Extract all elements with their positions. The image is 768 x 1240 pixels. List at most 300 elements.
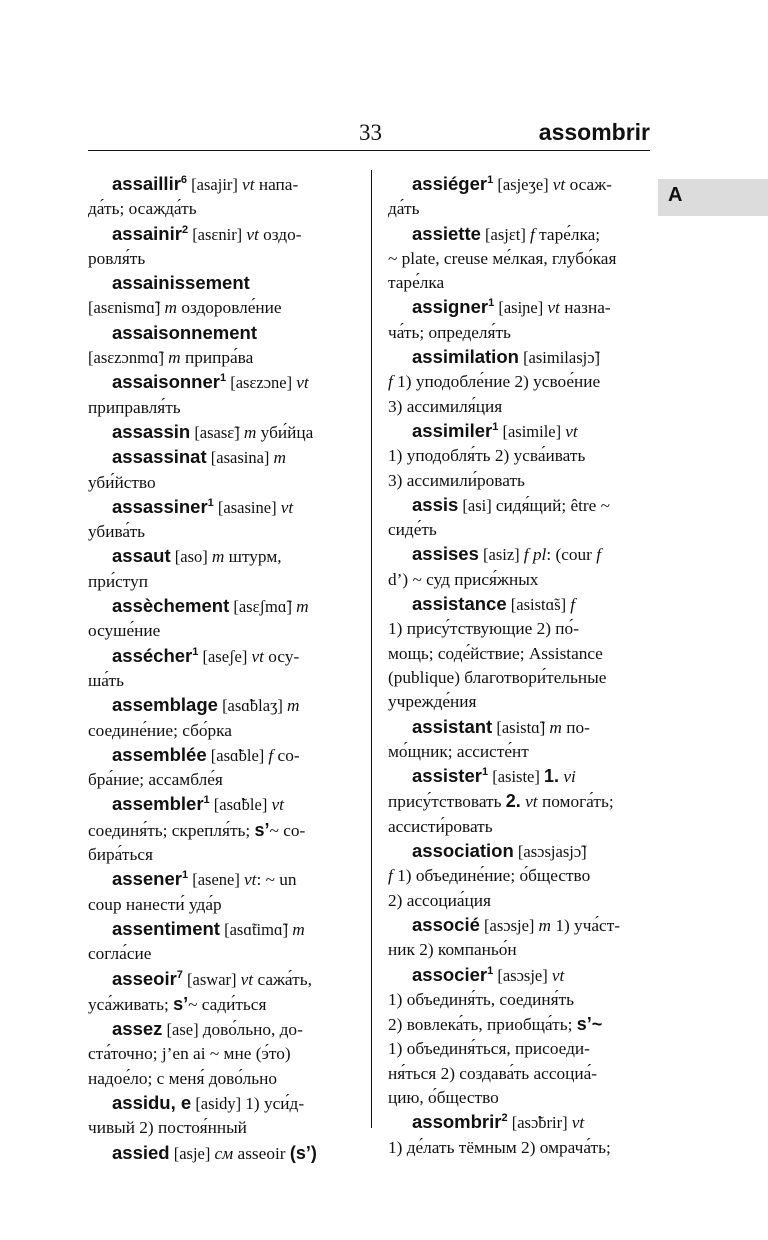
entry-first-line xyxy=(388,963,650,988)
headword xyxy=(412,914,480,935)
translation-text: уби́йство xyxy=(88,472,156,492)
grammar-label: vt xyxy=(552,175,566,194)
pronunciation: [asɔ̃brir] xyxy=(507,1113,572,1133)
headword-text: assaut xyxy=(112,545,171,567)
entry-continuation-line xyxy=(388,889,650,913)
pronunciation: [asjeʒe] xyxy=(493,175,553,194)
conjugation-index: 1 xyxy=(487,964,494,977)
translation-text: : ~ un xyxy=(256,870,297,890)
dictionary-entry xyxy=(388,222,650,296)
translation-text: таре́лка; xyxy=(534,224,601,244)
translation-text: согла́сие xyxy=(88,944,152,964)
entry-continuation-line xyxy=(388,370,650,394)
pronunciation: [asɛzɔne] xyxy=(226,373,297,393)
entry-first-line xyxy=(88,544,350,569)
grammar-label: vt xyxy=(242,175,255,194)
dictionary-entry xyxy=(388,963,650,1111)
conjugation-index: 1 xyxy=(487,174,494,186)
grammar-label: vt xyxy=(551,965,565,985)
bold-marker: 2. xyxy=(505,791,521,812)
grammar-label: m xyxy=(164,298,177,318)
dictionary-entry xyxy=(88,867,350,917)
dictionary-entry xyxy=(88,495,350,545)
translation-text: оздо- xyxy=(258,224,302,244)
headword-text: assaisonnement xyxy=(112,321,257,343)
entry-continuation-line xyxy=(388,469,650,493)
headword xyxy=(112,223,188,244)
translation-text: учрежде́ния xyxy=(388,692,477,712)
entry-first-line xyxy=(388,222,650,247)
translation-text: осаж- xyxy=(565,175,612,194)
headword-text: asseoir xyxy=(112,967,177,989)
headword-text: assaillir xyxy=(112,173,181,194)
translation-text: приправля́ть xyxy=(88,397,181,417)
translation-text: осуше́ние xyxy=(88,621,161,641)
headword xyxy=(112,1142,170,1163)
translation-text: d’) ~ суд прися́жных xyxy=(388,569,539,589)
pronunciation: [asasina] xyxy=(206,448,274,468)
entry-first-line xyxy=(88,271,350,296)
headword-text: associé xyxy=(412,913,480,935)
headword xyxy=(412,173,493,194)
entry-continuation-line xyxy=(388,740,650,764)
headword-text: assentiment xyxy=(112,917,220,939)
headword xyxy=(412,840,514,861)
pronunciation: [asasɛ̃] xyxy=(190,422,244,442)
headword xyxy=(112,1092,191,1113)
translation-text: 1) уси́д- xyxy=(245,1093,305,1113)
dictionary-entry xyxy=(88,917,350,967)
translation-text: да́ть; осажда́ть xyxy=(88,199,197,219)
headword-text: assener xyxy=(112,868,182,890)
grammar-label: vt xyxy=(240,969,254,989)
headword-text: assembler xyxy=(112,793,204,815)
right-column xyxy=(388,172,650,1160)
bold-marker: s’ xyxy=(254,819,270,840)
entry-continuation-line xyxy=(88,1042,350,1066)
translation-text: 1) уподобле́ние 2) усвое́ние xyxy=(392,372,601,392)
headword-text: assemblée xyxy=(112,743,207,765)
entry-first-line xyxy=(388,1110,650,1135)
entry-continuation-line xyxy=(388,1037,650,1061)
headword-text: assimilation xyxy=(412,346,519,368)
entry-first-line xyxy=(88,594,350,619)
grammar-label: f xyxy=(388,372,393,392)
pronunciation: [asajir] xyxy=(187,175,243,194)
headword-text: association xyxy=(412,840,514,862)
translation-text: сажа́ть, xyxy=(253,969,312,989)
headword-text: assis xyxy=(412,493,459,515)
headword xyxy=(112,421,190,442)
headword-text: assimiler xyxy=(412,419,493,441)
translation-text: 1) де́лать тёмным 2) омрача́ть; xyxy=(388,1137,611,1157)
headword-text: assassiner xyxy=(112,495,208,517)
pronunciation: [asɔsje] xyxy=(493,965,552,985)
entry-continuation-line xyxy=(388,1012,650,1037)
grammar-label: vt xyxy=(525,792,538,812)
headword-text: assister xyxy=(412,765,482,787)
headword xyxy=(412,420,498,441)
entry-first-line xyxy=(388,493,650,518)
dictionary-entry xyxy=(388,764,650,839)
headword xyxy=(112,371,226,392)
pronunciation: [asɛnismɑ̃] xyxy=(88,298,165,318)
translation-text: таре́лка xyxy=(388,273,445,293)
grammar-label: vt xyxy=(547,298,560,318)
pronunciation: [asɑ̃blaʒ] xyxy=(217,696,288,716)
translation-text: убива́ть xyxy=(88,522,146,542)
headword-text: assécher xyxy=(112,644,193,666)
headword xyxy=(412,346,519,367)
entry-first-line xyxy=(88,172,350,197)
headword xyxy=(412,593,507,614)
entry-first-line xyxy=(88,967,350,992)
dictionary-entry xyxy=(88,544,350,594)
pronunciation: [asidy] xyxy=(191,1093,246,1113)
entry-continuation-line xyxy=(88,296,350,320)
translation-text: бира́ться xyxy=(88,845,153,865)
headword xyxy=(112,496,214,517)
entry-continuation-line xyxy=(88,197,350,221)
conjugation-index: 1 xyxy=(481,766,489,779)
translation-text: мощь; соде́йствие; Assistance xyxy=(388,643,603,663)
entry-first-line xyxy=(388,542,650,567)
entry-first-line xyxy=(388,419,650,444)
translation-text: да́ть xyxy=(388,199,420,219)
grammar-label: f pl xyxy=(523,545,547,565)
translation-text: сидя́щий; être ~ xyxy=(495,495,611,515)
headword xyxy=(112,595,229,616)
headword-text: assied xyxy=(112,1141,170,1163)
pronunciation: [aso] xyxy=(170,547,212,567)
entry-continuation-line xyxy=(88,1067,350,1091)
translation-text: дово́льно, до- xyxy=(202,1020,303,1040)
translation-text: сиде́ть xyxy=(388,520,437,540)
translation-text: 1) объединя́ться, присоеди- xyxy=(388,1039,590,1059)
entry-first-line xyxy=(88,917,350,942)
headword xyxy=(112,793,210,814)
entry-first-line xyxy=(88,222,350,247)
translation-text: 1) уча́ст- xyxy=(551,915,621,935)
pronunciation: [asje] xyxy=(169,1143,215,1163)
entry-continuation-line xyxy=(88,570,350,594)
translation-text: бра́ние; ассамбле́я xyxy=(88,770,223,790)
pronunciation: [asasine] xyxy=(213,497,281,517)
pronunciation: [asene] xyxy=(188,870,244,890)
entry-continuation-line xyxy=(388,1136,650,1160)
translation-text: ~ сади́ться xyxy=(188,994,267,1014)
conjugation-index: 2 xyxy=(181,223,189,236)
headword xyxy=(412,716,492,737)
translation-text: 2) ассоциа́ция xyxy=(388,890,491,910)
headword-text: assiéger xyxy=(412,173,488,194)
entry-continuation-line xyxy=(388,617,650,641)
headword xyxy=(112,1018,162,1039)
column-divider xyxy=(371,170,372,1128)
grammar-label: vi xyxy=(563,767,576,787)
grammar-label: m xyxy=(538,915,552,935)
translation-text: штурм, xyxy=(224,547,282,567)
dictionary-entry xyxy=(88,1017,350,1091)
conjugation-index: 1 xyxy=(181,869,189,882)
pronunciation: [asɔsjasjɔ̃] xyxy=(513,842,587,862)
grammar-label: f xyxy=(530,224,535,244)
conjugation-index: 2 xyxy=(501,1112,508,1125)
headword xyxy=(112,322,257,343)
dictionary-entry xyxy=(88,644,350,694)
translation-text: оздоровле́ние xyxy=(177,298,282,318)
entry-first-line xyxy=(88,1091,350,1116)
translation-text: 1) прису́тствующие 2) по́- xyxy=(388,619,579,639)
grammar-label: vt xyxy=(246,224,259,244)
translation-text: напа- xyxy=(254,175,299,194)
grammar-label: f xyxy=(596,545,602,565)
entry-first-line xyxy=(88,1141,350,1166)
translation-text: цию, о́бщество xyxy=(388,1087,499,1107)
dictionary-entry xyxy=(88,743,350,793)
grammar-label: m xyxy=(168,348,181,368)
headword xyxy=(112,645,198,666)
conjugation-index: 1 xyxy=(488,297,495,310)
headword xyxy=(112,545,171,566)
headword-text: assèchement xyxy=(112,595,230,617)
conjugation-index: 6 xyxy=(180,174,188,186)
pronunciation: [asjɛt] xyxy=(480,224,530,244)
translation-text: ассисти́ровать xyxy=(388,816,493,836)
grammar-label: vt xyxy=(243,870,257,890)
entry-continuation-line xyxy=(88,471,350,495)
headword-text: assemblage xyxy=(112,694,218,716)
translation-text: 2) вовлека́ть, приобща́ть; xyxy=(388,1015,577,1035)
entry-first-line xyxy=(88,370,350,395)
entry-first-line xyxy=(388,295,650,320)
conjugation-index: 1 xyxy=(207,496,214,509)
grammar-label: vt xyxy=(271,795,284,815)
headword xyxy=(412,543,479,564)
pronunciation: [aseʃe] xyxy=(198,646,252,666)
grammar-label: vt xyxy=(280,497,294,517)
headword xyxy=(412,765,488,786)
entry-first-line xyxy=(88,867,350,892)
entry-continuation-line xyxy=(388,1086,650,1110)
pronunciation: [asɑ̃ble] xyxy=(209,795,272,815)
grammar-label: m xyxy=(296,597,309,617)
translation-text: asseoir xyxy=(233,1143,290,1163)
pronunciation: [asiste] xyxy=(488,767,544,787)
dictionary-entry xyxy=(88,445,350,495)
dictionary-entry xyxy=(388,295,650,345)
entry-first-line xyxy=(388,913,650,938)
headword xyxy=(112,694,218,715)
entry-continuation-line xyxy=(88,942,350,966)
headword-text: assistance xyxy=(412,593,507,615)
translation-text: при́ступ xyxy=(88,571,149,591)
translation-text: уби́йца xyxy=(256,422,314,442)
grammar-label: f xyxy=(570,595,576,615)
headword xyxy=(412,964,493,985)
pronunciation: [asɑ̃timɑ̃] xyxy=(219,919,293,939)
conjugation-index: 1 xyxy=(192,645,199,658)
translation-text: ровля́ть xyxy=(88,248,146,268)
running-head: assombrir xyxy=(538,119,650,145)
translation-text: ста́точно; j’en ai ~ мне (э́то) xyxy=(88,1044,291,1064)
translation-text: 3) ассимили́ровать xyxy=(388,470,525,490)
translation-text: 1) объединя́ть, соединя́ть xyxy=(388,989,575,1009)
dictionary-entry xyxy=(388,172,650,222)
headword xyxy=(112,272,250,293)
entry-continuation-line xyxy=(88,818,350,843)
entry-continuation-line xyxy=(388,197,650,221)
pronunciation: [asiz] xyxy=(478,545,524,565)
translation-text: соедине́ние; сбо́рка xyxy=(88,720,232,740)
entry-continuation-line xyxy=(88,893,350,917)
entry-first-line xyxy=(388,715,650,740)
headword-text: assainissement xyxy=(112,272,250,294)
grammar-label: см xyxy=(214,1143,234,1163)
headword xyxy=(112,446,207,467)
translation-text: уса́живать; xyxy=(88,994,174,1014)
grammar-label: vt xyxy=(296,373,309,393)
pronunciation: [asimile] xyxy=(498,421,566,441)
pronunciation: [asɛʃmɑ̃] xyxy=(229,597,297,617)
bold-marker: (s’) xyxy=(289,1142,317,1163)
entry-continuation-line xyxy=(388,815,650,839)
headword-text: assidu, e xyxy=(112,1091,192,1113)
dictionary-entry xyxy=(388,592,650,714)
entry-continuation-line xyxy=(388,789,650,814)
pronunciation: [aswar] xyxy=(182,969,241,989)
headword-text: assassinat xyxy=(112,446,207,468)
entry-first-line xyxy=(88,495,350,520)
translation-text: (publique) благотвори́тельные xyxy=(388,667,607,687)
headword xyxy=(412,494,458,515)
entry-continuation-line xyxy=(388,690,650,714)
entry-continuation-line xyxy=(88,247,350,271)
dictionary-entry xyxy=(88,792,350,867)
pronunciation: [asɛnir] xyxy=(188,224,247,244)
translation-text: 1) уподобля́ть 2) усва́ивать xyxy=(388,446,586,466)
entry-continuation-line xyxy=(88,843,350,867)
entry-continuation-line xyxy=(88,619,350,643)
entry-first-line xyxy=(388,764,650,789)
conjugation-index: 7 xyxy=(176,968,183,981)
translation-text: припра́ва xyxy=(180,348,254,368)
entry-continuation-line xyxy=(88,520,350,544)
entry-continuation-line xyxy=(88,992,350,1017)
dictionary-entry xyxy=(88,370,350,420)
entry-continuation-line xyxy=(388,938,650,962)
entry-first-line xyxy=(388,172,650,197)
pronunciation: [asistɑ̃s] xyxy=(506,595,571,615)
grammar-label: vt xyxy=(571,1113,585,1133)
headword-text: assez xyxy=(112,1018,163,1040)
entry-first-line xyxy=(88,644,350,669)
translation-text: осу- xyxy=(263,646,300,666)
grammar-label: m xyxy=(243,422,257,442)
dictionary-entry xyxy=(88,222,350,272)
entry-continuation-line xyxy=(388,271,650,295)
pronunciation: [asimilasjɔ̃] xyxy=(518,348,601,368)
grammar-label: vt xyxy=(565,421,578,441)
dictionary-entry xyxy=(388,493,650,543)
headword-text: assombrir xyxy=(412,1111,502,1133)
grammar-label: f xyxy=(388,866,393,886)
translation-text: по- xyxy=(561,717,590,737)
grammar-label: m xyxy=(287,696,300,716)
dictionary-entry xyxy=(88,967,350,1018)
dictionary-entry xyxy=(88,172,350,222)
bold-marker: 1. xyxy=(543,766,559,787)
entry-continuation-line xyxy=(88,669,350,693)
entry-first-line xyxy=(88,420,350,445)
dictionary-entry xyxy=(88,693,350,743)
dictionary-entry xyxy=(388,419,650,493)
translation-text: 3) ассимиля́ция xyxy=(388,396,503,416)
entry-continuation-line xyxy=(388,395,650,419)
headword-text: assises xyxy=(412,543,479,565)
translation-text: мо́щник; ассисте́нт xyxy=(388,741,529,761)
translation-text: чивый 2) постоя́нный xyxy=(88,1118,247,1138)
dictionary-entry xyxy=(388,913,650,963)
thumb-index-tab xyxy=(658,179,768,216)
entry-continuation-line xyxy=(388,518,650,542)
pronunciation: [asɔsje] xyxy=(479,915,539,935)
headword-text: assassin xyxy=(112,420,191,442)
pronunciation: [ase] xyxy=(162,1020,203,1040)
dictionary-entry xyxy=(388,839,650,913)
dictionary-entry xyxy=(88,1091,350,1141)
entry-first-line xyxy=(88,792,350,817)
translation-text: ник 2) компаньо́н xyxy=(388,940,517,960)
dictionary-entry xyxy=(388,345,650,419)
headword-text: assistant xyxy=(412,715,493,737)
translation-text: надое́ло; с меня́ дово́льно xyxy=(88,1068,278,1088)
conjugation-index: 1 xyxy=(219,372,227,385)
headword-text: assiette xyxy=(412,222,481,244)
grammar-label: m xyxy=(549,717,562,737)
headword xyxy=(412,223,481,244)
entry-continuation-line xyxy=(88,719,350,743)
dictionary-entry xyxy=(88,594,350,644)
thumb-index-letter: A xyxy=(668,184,683,206)
grammar-label: vt xyxy=(251,646,264,666)
entry-first-line xyxy=(388,345,650,370)
page-number: 33 xyxy=(359,120,382,145)
entry-continuation-line xyxy=(88,1116,350,1140)
translation-text: ~ plate, creuse ме́лкая, глубо́кая xyxy=(388,248,617,268)
translation-text: соединя́ть; скрепля́ть; xyxy=(88,820,255,840)
conjugation-index: 1 xyxy=(203,794,210,807)
translation-text: прису́тствовать xyxy=(388,792,506,812)
pronunciation: [asi] xyxy=(458,495,496,515)
pronunciation: [asɛzɔnmɑ̃] xyxy=(88,348,169,368)
entry-first-line xyxy=(88,445,350,470)
entry-continuation-line xyxy=(388,1062,650,1086)
entry-continuation-line xyxy=(88,396,350,420)
translation-text: ша́ть xyxy=(88,670,124,690)
entry-first-line xyxy=(88,743,350,768)
headword xyxy=(112,744,207,765)
entry-continuation-line xyxy=(88,346,350,370)
grammar-label: m xyxy=(292,919,305,939)
headword-text: assainir xyxy=(112,222,182,244)
translation-text: ня́ться 2) создава́ть ассоциа́- xyxy=(388,1063,598,1083)
dictionary-entry xyxy=(388,1110,650,1160)
entry-first-line xyxy=(88,321,350,346)
entry-continuation-line xyxy=(88,768,350,792)
translation-text: : (cour xyxy=(546,545,597,565)
bold-marker: s’ xyxy=(173,993,189,1014)
